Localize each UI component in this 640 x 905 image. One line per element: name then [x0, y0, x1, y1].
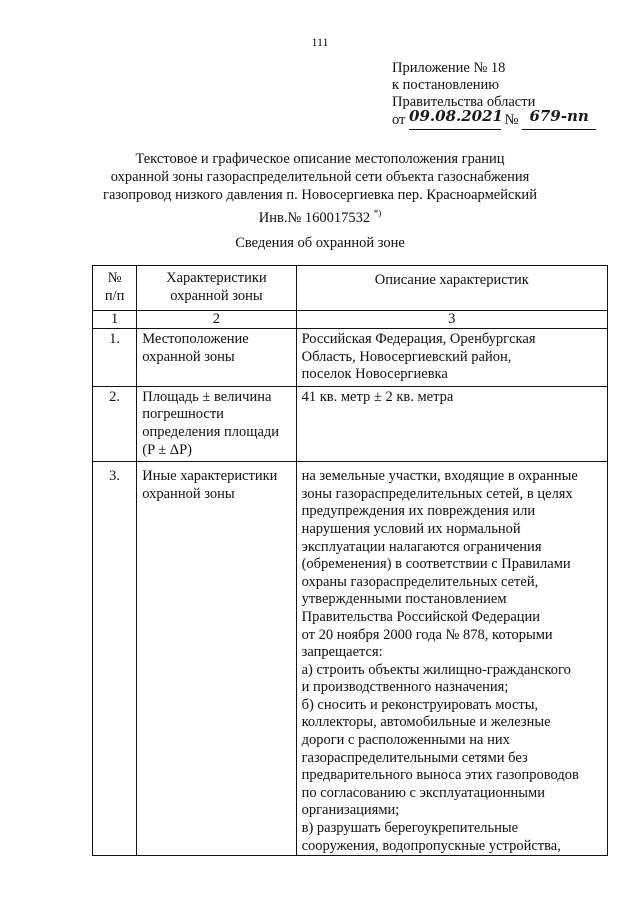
title-line-2: охранной зоны газораспределительной сети объекта газоснабжения	[110, 169, 530, 185]
from-label: от	[392, 112, 406, 128]
text-line: на земельные участки, входящие в охранные	[301, 468, 578, 485]
text-line: а) строить объекты жилищно-гражданского	[301, 661, 571, 678]
text-line: погрешности	[142, 406, 224, 423]
text-line: определения площади	[142, 423, 280, 440]
text-line: от 20 ноября 2000 года № 878, которыми	[301, 626, 553, 643]
text-line: Правительства Российской Федерации	[301, 608, 541, 625]
text-line: нарушения условий их нормальной	[301, 520, 521, 537]
text-line: 41 кв. метр ± 2 кв. метра	[301, 388, 454, 405]
column-number-row	[93, 311, 608, 329]
text-line: утвержденными постановлением	[301, 591, 507, 608]
row-description	[296, 329, 607, 387]
appendix-block	[392, 60, 596, 130]
inventory-number: Инв.№ 160017532	[258, 209, 371, 226]
appendix-line-2: к постановлению	[392, 77, 500, 93]
text-line: Местоположение	[142, 331, 249, 347]
text-line: газораспределительными сетями без	[301, 749, 528, 766]
title-line-4	[0, 204, 640, 227]
appendix-date-line	[392, 107, 596, 130]
text-line: Область, Новосергиевский район,	[301, 348, 512, 365]
text-line: в) разрушать берегоукрепительные	[301, 820, 519, 837]
text-line: Иные характеристики	[142, 468, 278, 485]
title-line-1: Текстовое и графическое описание местоположения границ	[135, 151, 505, 167]
row-description	[296, 462, 607, 856]
text-line: (P ± ΔP)	[142, 441, 193, 458]
text-line: охранной зоны	[142, 485, 235, 502]
text-line: предупреждения их повреждения или	[301, 503, 536, 520]
handwritten-date: 09.08.2021	[409, 107, 503, 125]
table-header-row	[93, 266, 608, 311]
table-row	[93, 386, 608, 461]
header-col-number	[93, 266, 137, 311]
header-col-description: Описание характеристик	[296, 266, 607, 311]
text-line: по согласованию с эксплуатационными	[301, 784, 545, 801]
row-characteristic	[137, 462, 296, 856]
text-line: организациями;	[301, 802, 400, 819]
text-line: охранной зоны	[142, 348, 235, 365]
column-number-cell: 3	[296, 311, 607, 329]
section-subtitle: Сведения об охранной зоне	[235, 235, 405, 251]
text-line: коллекторы, автомобильные и железные	[301, 714, 551, 731]
row-number: 1.	[93, 329, 137, 387]
protection-zone-table	[92, 265, 608, 856]
text-line: предварительного выноса этих газопроводов	[301, 767, 579, 784]
table-row	[93, 462, 608, 856]
appendix-line-1: Приложение № 18	[392, 60, 506, 76]
text-line: Площадь ± величина	[142, 388, 272, 405]
row-description	[296, 386, 607, 461]
text-line: дороги с расположенными на них	[301, 732, 510, 749]
text-line: поселок Новосергиевка	[301, 366, 448, 383]
text-line: Российская Федерация, Оренбургская	[301, 331, 536, 347]
row-characteristic	[137, 329, 296, 387]
column-number-cell: 1	[93, 311, 137, 329]
number-underline	[522, 107, 596, 130]
title-line-3: газопровод низкого давления п. Новосергиевка пер. Красноармейский	[103, 187, 537, 203]
row-characteristic	[137, 386, 296, 461]
document-title	[0, 150, 640, 227]
date-underline	[409, 107, 503, 130]
header-col2-line: Характеристики	[166, 270, 267, 287]
header-col-characteristics	[137, 266, 296, 311]
table-row	[93, 329, 608, 387]
header-col1-line: п/п	[104, 288, 125, 304]
page-number: 111	[311, 35, 329, 49]
text-line: запрещается:	[301, 644, 383, 661]
text-line: б) сносить и реконструировать мосты,	[301, 696, 539, 713]
header-col1-line: №	[107, 270, 122, 287]
text-line: охраны газораспределительных сетей,	[301, 573, 539, 590]
header-col2-line: охранной зоны	[170, 288, 263, 304]
footnote-mark: *)	[373, 208, 382, 218]
text-line: (обременения) в соответствии с Правилами	[301, 556, 571, 573]
number-label: №	[504, 112, 519, 128]
text-line: зоны газораспределительных сетей, в целях	[301, 485, 573, 502]
text-line: эксплуатации налагаются ограничения	[301, 538, 542, 555]
column-number-cell: 2	[137, 311, 296, 329]
appendix-line-3: Правительства области	[392, 94, 536, 110]
text-line: и производственного назначения;	[301, 679, 509, 696]
row-number: 2.	[93, 386, 137, 461]
handwritten-number: 679-пп	[529, 107, 589, 125]
row-number: 3.	[93, 462, 137, 856]
text-line: сооружения, водопропускные устройства,	[301, 837, 561, 854]
